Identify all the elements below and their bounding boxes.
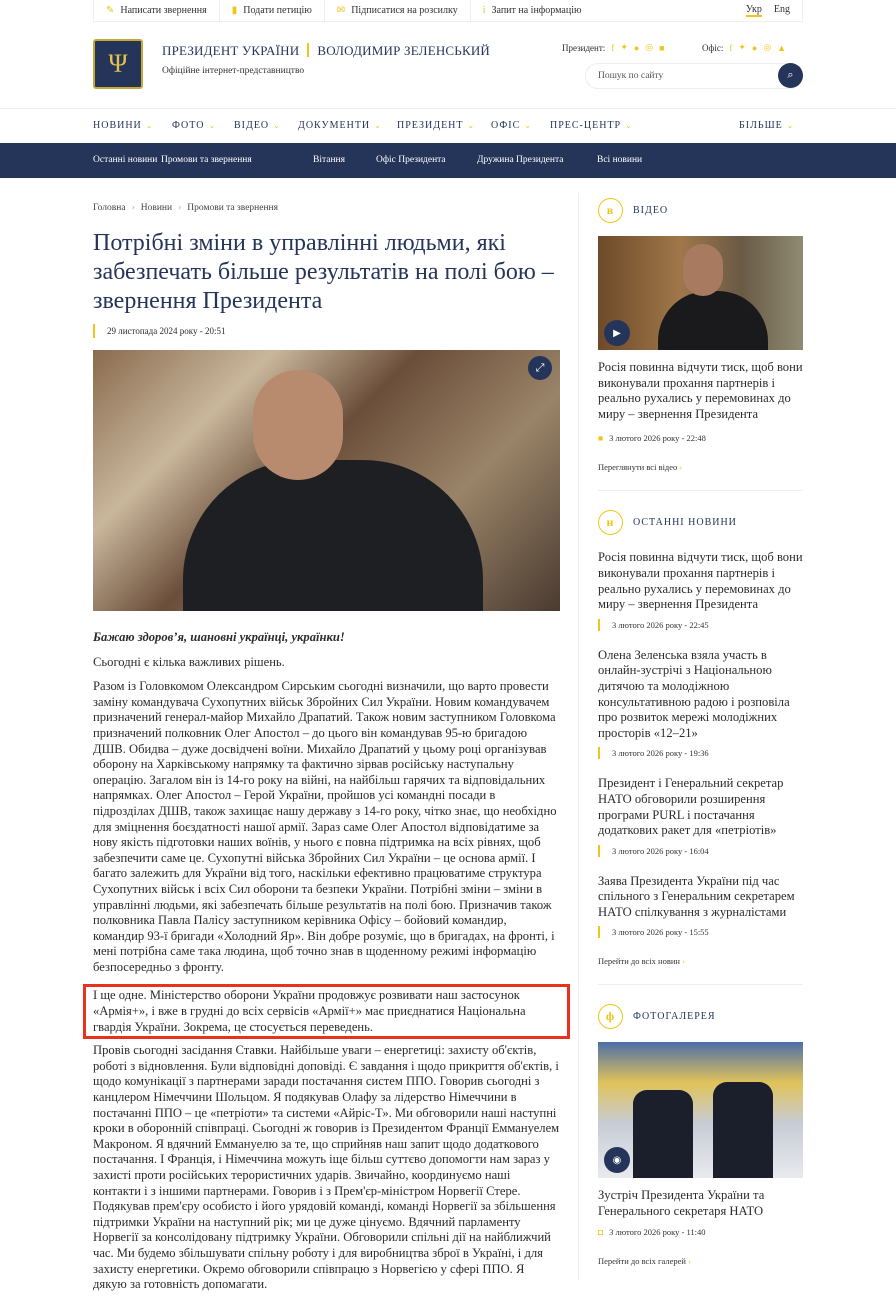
news-item-date: 3 лютого 2026 року - 16:04 [598, 845, 804, 857]
write-appeal-link[interactable]: ✎ Написати звернення [94, 0, 220, 21]
camera-icon: ■ [598, 433, 604, 444]
chevron-down-icon: ⌄ [374, 121, 382, 130]
gallery-title[interactable]: Зустріч Президента України та Генерального секретаря НАТО [598, 1188, 765, 1219]
nav-president[interactable]: ПРЕЗИДЕНТ ⌄ [397, 120, 476, 131]
video-section-heading: в ВІДЕО [598, 198, 804, 223]
breadcrumb: Головна › Новини › Промови та звернення [93, 203, 278, 213]
subnav-office[interactable]: Офіс Президента [376, 155, 446, 165]
article-paragraph: Разом із Головкомом Олександром Сирським сьогодні визначили, що варто провести заміну командувача Сухопутних військ Збройних Сил України. Новим командувачем призначений генерал-майор Михайло Драпатий. Також новим заступником Головкома призначений полковник Олег Апостол – до цього він командував 95-ю бригадою ДШВ. Обидва – дуже досвідчені воїни. Михайло Драпатий у цьому році організував оборону на Харківському напрямку та фактично зірвав російську наступальну операцію. Загалом він із 14-го року на війні, на найбільш гарячих та відповідальних напрямках. Олег Апостол – Герой України, пройшов усі командні посади в підрозділах ДШВ, також захищає нашу державу з 14-го року, чітко знає, що необхідно для зміцнення боєздатності нашої армії. Зараз саме Олег Апостол відповідатиме за нову якість підготовки наших воїнів, у нього є повна підтримка на всіх рівнях, щоб забезпечити саме це. Сухопутні війська Збройних Сил України – це основа армії. І багато залежить для України від того, наскільки ефективно працюватиме структура Сухопутних військ і всіх Сил оборони та безпеки України. Потрібні зміни – зміни в управлінні людьми, які забезпечать більше результатів на полі бою. Призначив також полковника Павла Палісу заступником керівника Офісу – бойовий командир, командир 93-ї бригади «Холодний Яр». Він добре розуміє, що в бригадах, на фронті, і мені потрібна саме така людина, щоб точно знав в щоденному режимі інформацію безпосередньо з фронту. [93, 679, 557, 974]
chevron-down-icon: ⌄ [145, 121, 154, 130]
youtube-icon[interactable]: ▲ [777, 42, 787, 53]
news-section-heading: н ОСТАННІ НОВИНИ [598, 510, 804, 535]
news-item-title[interactable]: Олена Зеленська взяла участь в онлайн-зустрічі з Національною дитячою та молодіжною консультативною радою і розповіла про розвиток мережі молодіжних просторів «12–21» [598, 647, 790, 740]
article-image [93, 350, 560, 611]
article-paragraph: Сьогодні є кілька важливих рішень. [93, 654, 285, 669]
nav-video[interactable]: ВІДЕО ⌄ [234, 120, 281, 131]
video-date: ■ 3 лютого 2026 року - 22:48 [598, 433, 706, 444]
sidebar [598, 198, 804, 1266]
news-section-icon: н [598, 510, 623, 535]
news-item [598, 648, 804, 760]
search-input[interactable]: Пошук по сайту [585, 63, 803, 89]
subnav-first-lady[interactable]: Дружина Президента [477, 155, 564, 165]
page-title: Потрібні зміни в управлінні людьми, які забезпечать більше результатів на полі бою – звернення Президента [93, 230, 554, 314]
subnav-all-news[interactable]: Всі новини [597, 155, 643, 165]
all-news-link[interactable]: Перейти до всіх новин › [598, 956, 685, 967]
camera-icon: ◘ [598, 1226, 604, 1237]
chevron-down-icon: ⌄ [625, 121, 633, 130]
site-title[interactable]: ПРЕЗИДЕНТ УКРАЇНИ ВОЛОДИМИР ЗЕЛЕНСЬКИЙ [162, 43, 491, 58]
article-date: 29 листопада 2024 року - 20:51 [93, 324, 226, 338]
gallery-date: ◘ 3 лютого 2026 року - 11:40 [598, 1226, 706, 1237]
main-nav [0, 108, 896, 143]
news-item-date: 3 лютого 2026 року - 22:45 [598, 619, 804, 631]
news-item-title[interactable]: Заява Президента України під час спільного з Генеральним секретарем НАТО спілкування з журналістами [598, 873, 795, 919]
article-paragraph-highlighted: І ще одне. Міністерство оборони України продовжує розвивати наш застосунок «Армія+», і вже в грудні до всіх сервісів «Армії+» має приєднатися Національна гвардія України. Зокрема, це стосується переведень. [93, 988, 526, 1034]
gallery-section-icon: ф [598, 1004, 623, 1029]
info-request-link[interactable]: i Запит на інформацію [482, 5, 582, 16]
site-subtitle: Офіційне інтернет-представництво [162, 66, 305, 76]
sub-nav [0, 143, 896, 178]
petition-link[interactable]: ▮ Подати петицію [220, 0, 325, 21]
office-social: Офіс: f ✦ ● ◎ ▲ [702, 42, 787, 53]
camera-icon[interactable]: ◉ [604, 1147, 630, 1173]
instagram-icon[interactable]: ◎ [763, 42, 772, 52]
nav-press-center[interactable]: ПРЕС-ЦЕНТР ⌄ [550, 120, 633, 131]
subscribe-link[interactable]: ✉ Підписатися на розсилку [325, 0, 471, 21]
facebook-icon[interactable]: f [611, 42, 615, 53]
chevron-down-icon: ⌄ [467, 121, 476, 130]
chevron-down-icon: ⌄ [786, 121, 795, 130]
video-section-icon: в [598, 198, 623, 223]
chevron-down-icon: ⌄ [273, 121, 281, 130]
divider [598, 490, 803, 491]
news-item [598, 776, 804, 856]
mail-icon: ✉ [336, 5, 346, 16]
all-videos-link[interactable]: Переглянути всі відео › [598, 462, 683, 473]
chevron-down-icon: ⌄ [524, 121, 532, 130]
facebook-icon[interactable]: f [729, 42, 733, 53]
news-item-date: 3 лютого 2026 року - 19:36 [598, 747, 804, 759]
telegram-icon[interactable]: ● [633, 42, 640, 53]
chevron-down-icon: ⌄ [208, 121, 217, 130]
lang-eng[interactable]: Eng [773, 4, 790, 15]
instagram-icon[interactable]: ◎ [645, 42, 654, 52]
top-utility-bar [93, 0, 803, 22]
gallery-section-heading: ф ФОТОГАЛЕРЕЯ [598, 1004, 804, 1029]
subnav-greetings[interactable]: Вітання [313, 155, 345, 165]
news-item-title[interactable]: Президент і Генеральний секретар НАТО обговорили розширення програми PURL і постачання додаткових ракет для «петріотів» [598, 776, 784, 838]
article-body [93, 630, 560, 1302]
subnav-latest-news[interactable]: Останні новини [93, 155, 158, 165]
twitter-icon[interactable]: ✦ [738, 42, 746, 52]
search-icon: ⌕ [787, 69, 794, 81]
pen-icon: ✎ [106, 5, 115, 16]
news-item [598, 550, 804, 630]
news-item-date: 3 лютого 2026 року - 15:55 [598, 926, 804, 938]
nav-more[interactable]: БІЛЬШЕ ⌄ [739, 120, 795, 131]
gallery-thumbnail[interactable] [598, 1042, 803, 1178]
expand-icon[interactable]: ⤢ [528, 356, 552, 380]
greeting: Бажаю здоров’я, шановні українці, українки! [93, 630, 345, 644]
trident-logo[interactable]: Ψ [93, 39, 143, 89]
search-button[interactable] [778, 63, 803, 88]
video-thumbnail[interactable] [598, 236, 803, 350]
subnav-speeches[interactable]: Промови та звернення [161, 155, 252, 165]
president-social: Президент: f ✦ ● ◎ ■ [562, 42, 665, 53]
lang-ukr[interactable]: Укр [745, 4, 762, 15]
document-icon: ▮ [231, 5, 238, 16]
column-divider [578, 193, 579, 1280]
highlight-box [83, 984, 570, 1039]
info-icon: i [482, 5, 486, 16]
telegram-icon[interactable]: ● [751, 42, 758, 53]
article-paragraph: Провів сьогодні засідання Ставки. Найбільше уваги – енергетиці: захисту об'єктів, роботі з відновлення. Були відповідні доповіді. Є завдання і щодо прикриття об'єктів, і щодо комунікації з партнерами заради постачання систем ППО. Говорив сьогодні з канцлером Німеччини Шольцом. Я подякував Олафу за лідерство Німеччини в постачанні ППО – це «петріоти» та системи «Айріс-Т». Ми обговорили наші наступні кроки в оборонній співпраці. Сьогодні ж говорив із Президентом Франції Еммануелем Макроном. Я вдячний Еммануелю за те, що сприйняв наш запит щодо додаткового постачання. І Франція, і Німеччина можуть іще більш суттєво допомогти нам зараз у захисті проти російських терористичних ударів. Звичайно, координуємо наші контакти і з іншими партнерами. Говорив і з Прем'єр-міністром Норвегії Стере. Подякував прем'єру особисто і його урядовій команді, команді Норвегії за збільшення підтримки України на наступний рік; ми це дуже цінуємо. Вдячний парламенту Норвегії за консолідовану підтримку України. Обговорили спільні дії на найближчий час. Ми будемо збільшувати спільну роботу і для виробництва зброї в Україні, і для захисту енергетики. Окремо обговорили співпрацю з Норвегією у сфері ППО. Я дякую за готовність допомагати. [93, 1043, 560, 1292]
youtube-icon[interactable]: ■ [659, 42, 665, 53]
divider [598, 984, 803, 985]
nav-office[interactable]: ОФІС ⌄ [491, 120, 532, 131]
nav-documents[interactable]: ДОКУМЕНТИ ⌄ [298, 120, 382, 131]
nav-news[interactable]: НОВИНИ ⌄ [93, 120, 154, 131]
news-item [598, 874, 804, 939]
news-item-title[interactable]: Росія повинна відчути тиск, щоб вони виконували прохання партнерів і реально рухались у перемовинах до миру – звернення Президента [598, 550, 803, 612]
youtube-play-icon[interactable]: ▶ [604, 320, 630, 346]
nav-photo[interactable]: ФОТО ⌄ [172, 120, 217, 131]
twitter-icon[interactable]: ✦ [620, 42, 628, 52]
all-galleries-link[interactable]: Перейти до всіх галерей › [598, 1255, 691, 1266]
video-title[interactable]: Росія повинна відчути тиск, щоб вони виконували прохання партнерів і реально рухались у перемовинах до миру – звернення Президента [598, 360, 803, 421]
